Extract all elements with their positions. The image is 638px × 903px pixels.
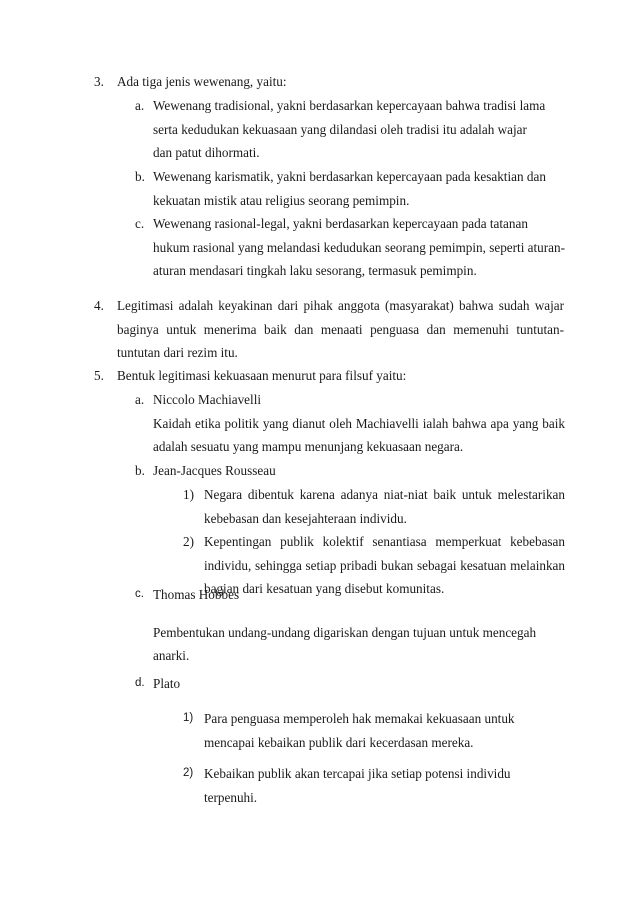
sub-item-letter: b. xyxy=(135,463,145,478)
point-text: Kebaikan publik akan tercapai jika setiap potensi individu terpenuhi. xyxy=(204,766,511,805)
point-5b-1 xyxy=(183,483,565,530)
sub-item-letter: b. xyxy=(135,169,145,184)
item-number: 4. xyxy=(94,298,104,313)
sub-item-letter: d. xyxy=(135,677,145,689)
sub-item-5d xyxy=(135,672,547,696)
list-item-4 xyxy=(94,294,564,365)
point-number: 1) xyxy=(183,487,194,502)
sub-item-letter: c. xyxy=(135,216,145,231)
point-text: Negara dibentuk karena adanya niat-niat baik untuk melestarikan kebebasan dan kesejahteraan individu. xyxy=(204,487,565,526)
list-item-3 xyxy=(94,70,564,94)
list-item-5 xyxy=(94,364,564,388)
point-5d-1 xyxy=(183,707,565,754)
sub-item-5b xyxy=(135,459,565,483)
item-number: 3. xyxy=(94,74,104,89)
point-text: Para penguasa memperoleh hak memakai kekuasaan untuk mencapai kebaikan publik dari kecerdasan mereka. xyxy=(204,711,515,750)
sub-item-letter: c. xyxy=(135,588,144,600)
sub-item-3a xyxy=(135,94,547,165)
point-number: 1) xyxy=(183,712,194,724)
point-number: 2) xyxy=(183,534,194,549)
sub-item-3c xyxy=(135,212,565,283)
sub-item-text: Wewenang tradisional, yakni berdasarkan kepercayaan bahwa tradisi lama serta kedudukan kekuasaan yang dilandasi oleh tradisi itu adalah wajar dan patut dihormati. xyxy=(153,98,546,161)
philosopher-text: Pembentukan undang-undang digariskan dengan tujuan untuk mencegah anarki. xyxy=(153,624,537,664)
philosopher-text: Kaidah etika politik yang dianut oleh Machiavelli ialah bahwa apa yang baik adalah sesuatu yang mampu menunjang kekuasaan negara. xyxy=(153,415,565,455)
point-text: Kepentingan publik kolektif senantiasa memperkuat kebebasan individu, sehingga setiap pribadi bukan sebagai kesatuan melainkan bagian dari kesatuan yang disebut komunitas. xyxy=(204,534,565,597)
point-number: 2) xyxy=(183,767,194,779)
point-5d-2 xyxy=(183,762,565,809)
sub-item-5c xyxy=(135,583,547,668)
sub-item-5a xyxy=(135,388,565,459)
philosopher-name: Thomas Hobbes xyxy=(153,587,240,602)
item-text: Ada tiga jenis wewenang, yaitu: xyxy=(117,74,287,89)
sub-item-letter: a. xyxy=(135,392,145,407)
sub-item-text: Wewenang rasional-legal, yakni berdasarkan kepercayaan pada tatanan hukum rasional yang melandasi kedudukan seorang pemimpin, seperti aturan-aturan mendasari tingkah laku sesorang, termasuk pemimpin. xyxy=(153,216,565,279)
sub-item-letter: a. xyxy=(135,98,145,113)
item-text: Bentuk legitimasi kekuasaan menurut para filsuf yaitu: xyxy=(117,368,407,383)
philosopher-name: Plato xyxy=(153,676,181,691)
philosopher-name: Jean-Jacques Rousseau xyxy=(153,463,276,478)
philosopher-name: Niccolo Machiavelli xyxy=(153,392,262,407)
item-text: Legitimasi adalah keyakinan dari pihak anggota (masyarakat) bahwa sudah wajar baginya untuk menerima baik dan menaati penguasa dan memenuhi tuntutan-tuntutan dari rezim itu. xyxy=(117,298,564,361)
item-number: 5. xyxy=(94,368,104,383)
sub-item-3b xyxy=(135,165,547,212)
sub-item-text: Wewenang karismatik, yakni berdasarkan kepercayaan pada kesaktian dan kekuatan mistik atau religius seorang pemimpin. xyxy=(153,169,546,208)
